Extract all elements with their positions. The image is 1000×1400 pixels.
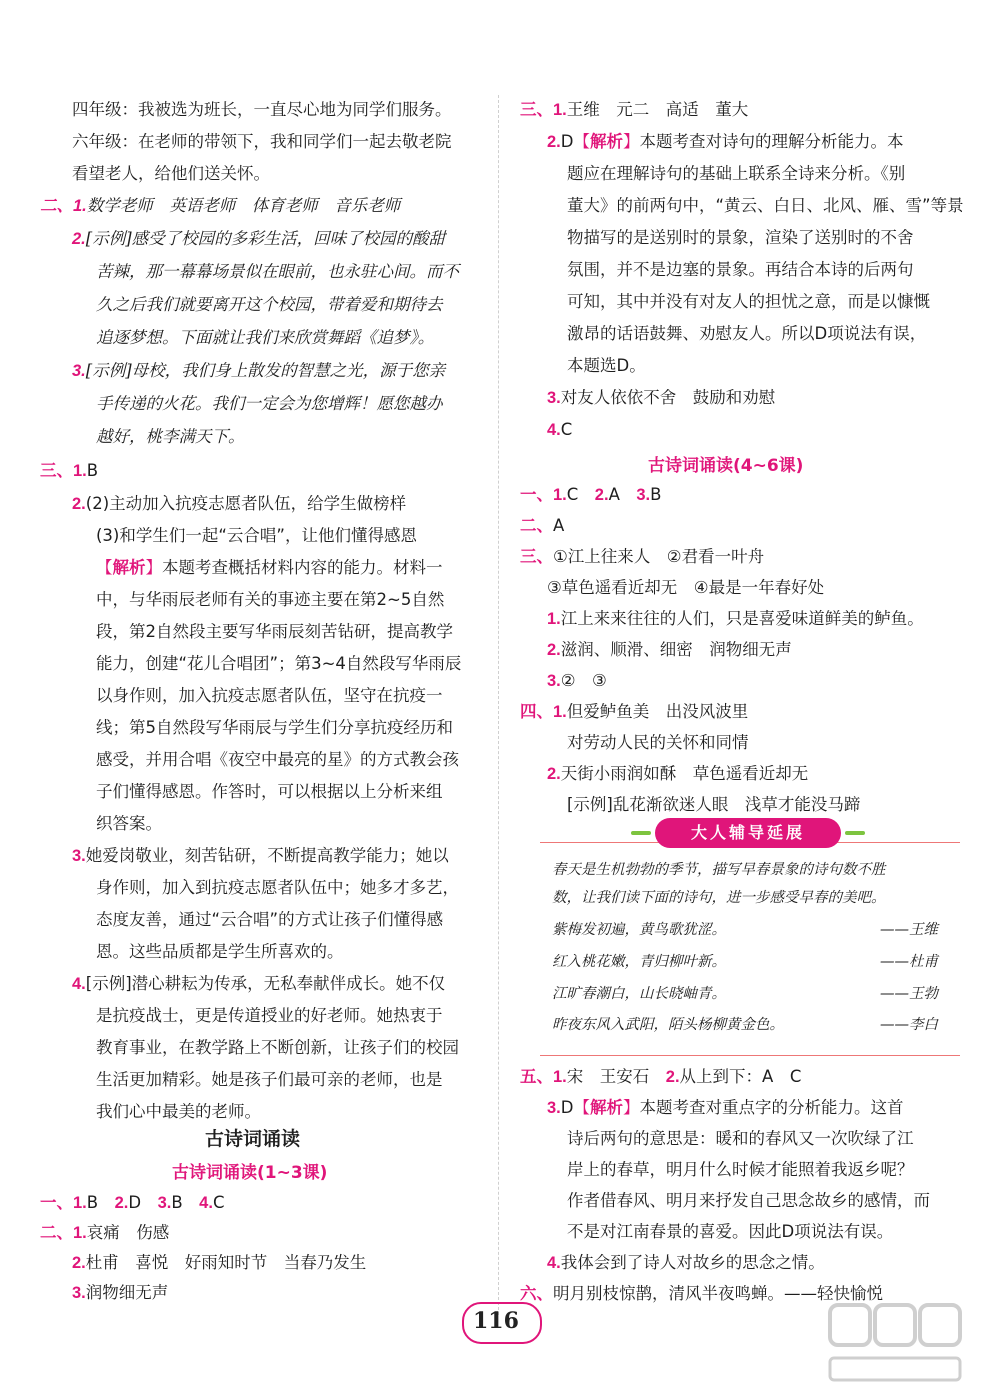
answer-line: 二、A (520, 516, 565, 535)
answer-line: 3.润物细无声 (72, 1283, 169, 1302)
text-line: 苦辣，那一幕幕场景似在眼前，也永驻心间。而不 (96, 262, 459, 281)
answer-line: 三、①江上往来人 ②君看一叶舟 (520, 547, 765, 566)
text-line: 题应在理解诗句的基础上联系全诗来分析。《别 (567, 164, 906, 183)
text-line: 物描写的是送别时的景象，渲染了送别时的不舍 (567, 228, 914, 247)
text-line: 本题选D。 (567, 356, 646, 375)
answer-line: 3.② ③ (547, 671, 607, 690)
column-divider (498, 95, 499, 1315)
answer-line: 2.(2)主动加入抗疫志愿者队伍，给学生做榜样 (72, 494, 407, 513)
answer-line: 3.[示例]母校，我们身上散发的智慧之光，源于您亲 (72, 361, 446, 380)
page-number: 116 (473, 1308, 519, 1334)
text-line: 激昂的话语鼓舞、劝慰友人。所以D项说法有误， (567, 324, 927, 343)
answer-line: 3.她爱岗敬业，刻苦钻研，不断提高教学能力；她以 (72, 846, 449, 865)
text-line: 岸上的春草，明月什么时候才能照着我返乡呢？ (567, 1160, 914, 1179)
answer-line: 2.滋润、顺滑、细密 润物细无声 (547, 640, 792, 659)
text-line: 诗后两句的意思是：暖和的春风又一次吹绿了江 (567, 1129, 914, 1148)
answer-line: 3.对友人依依不舍 鼓励和劝慰 (547, 388, 776, 407)
answer-line: 一、1.C 2.A 3.B (520, 485, 662, 504)
text-line: 恩。这些品质都是学生所喜欢的。 (96, 942, 344, 961)
text-line: ③草色遥看近却无 ④最是一年春好处 (547, 578, 825, 597)
answer-line: 2.杜甫 喜悦 好雨知时节 当春乃发生 (72, 1253, 367, 1272)
poem-author: ——杜甫 (880, 954, 938, 970)
text-line: 线；第5自然段写华雨辰与学生们分享抗疫经历和 (96, 718, 453, 737)
text-line: 越好，桃李满天下。 (96, 427, 245, 446)
text-line: 生活更加精彩。她是孩子们最可亲的老师，也是 (96, 1070, 443, 1089)
text-line: 追逐梦想。下面就让我们来欣赏舞蹈《追梦》。 (96, 328, 435, 347)
text-line: 氛围，并不是边塞的景象。再结合本诗的后两句 (567, 260, 914, 279)
section-subtitle: 古诗词诵读(1~3课) (172, 1163, 328, 1183)
answer-line: 4.[示例]潜心耕耘为传承，无私奉献伴成长。她不仅 (72, 974, 446, 993)
text-line: 教育事业，在教学路上不断创新，让孩子们的校园 (96, 1038, 459, 1057)
answer-line: 五、1.宋 王安石 2.从上到下：A C (520, 1067, 802, 1086)
text-line: 手传递的火花。我们一定会为您增辉！愿您越办 (96, 394, 443, 413)
answer-line: 一、1.B 2.D 3.B 4.C (40, 1193, 225, 1212)
poem-verse: 红入桃花嫩，青归柳叶新。 (552, 954, 726, 970)
answer-line: 4.C (547, 420, 573, 439)
answer-line: 四、1.但爱鲈鱼美 出没风波里 (520, 702, 749, 721)
answer-line: 1.江上来来往往的人们，只是喜爱味道鲜美的鲈鱼。 (547, 609, 924, 628)
text-line: 态度友善，通过“云合唱”的方式让孩子们懂得感 (96, 910, 444, 929)
text-line: 董大》的前两句中，“黄云、白日、北风、雁、雪”等景 (567, 196, 964, 215)
poem-author: ——李白 (880, 1017, 938, 1033)
text-line: 中，与华雨辰老师有关的事迹主要在第2~5自然 (96, 590, 445, 609)
poem-verse: 江旷春潮白，山长晓岫青。 (552, 986, 726, 1002)
extension-intro: 数，让我们读下面的诗句，进一步感受早春的美吧。 (552, 890, 886, 906)
text-line: 身作则，加入到抗疫志愿者队伍中；她多才多艺， (96, 878, 459, 897)
answer-line: 二、1.数学老师 英语老师 体育老师 音乐老师 (40, 196, 401, 215)
text-line: 作者借春风、明月来抒发自己思念故乡的感情，而 (567, 1191, 930, 1210)
text-line: 久之后我们就要离开这个校园，带着爱和期待去 (96, 295, 443, 314)
text-line: 段，第2自然段主要写华雨辰刻苦钻研，提高教学 (96, 622, 453, 641)
text-line: 能力，创建“花儿合唱团”；第3~4自然段写华雨辰 (96, 654, 462, 673)
section-subtitle: 古诗词诵读(4~6课) (648, 456, 804, 476)
text-line: 是抗疫战士，更是传道授业的好老师。她热衷于 (96, 1006, 443, 1025)
text-line: 我们心中最美的老师。 (96, 1102, 261, 1121)
text-line: 织答案。 (96, 814, 162, 833)
extension-badge: 大人辅导延展 (655, 818, 841, 848)
text-line: 可知，其中并没有对友人的担忧之意，而是以慷慨 (567, 292, 930, 311)
analysis-line: 【解析】本题考查概括材料内容的能力。材料一 (96, 558, 443, 577)
answer-line: 3.D【解析】本题考查对重点字的分析能力。这首 (547, 1098, 904, 1117)
answer-line: 六、明月别枝惊鹊，清风半夜鸣蝉。——轻快愉悦 (520, 1284, 883, 1303)
text-line: 对劳动人民的关怀和同情 (567, 733, 749, 752)
answer-line: 2.天街小雨润如酥 草色遥看近却无 (547, 764, 809, 783)
text-line: 四年级：我被选为班长，一直尽心地为同学们服务。 (72, 100, 452, 119)
answer-line: 二、1.哀痛 伤感 (40, 1223, 170, 1242)
text-line: 看望老人，给他们送关怀。 (72, 164, 270, 183)
text-line: [示例]乱花渐欲迷人眼 浅草才能没马蹄 (567, 795, 861, 814)
watermark-logo (820, 1300, 970, 1390)
answer-line: 2.[示例]感受了校园的多彩生活，回味了校园的酸甜 (72, 229, 446, 248)
text-line: 感受，并用合唱《夜空中最亮的星》的方式教会孩 (96, 750, 459, 769)
text-line: 以身作则，加入抗疫志愿者队伍，坚守在抗疫一 (96, 686, 443, 705)
poem-verse: 昨夜东风入武阳，陌头杨柳黄金色。 (552, 1017, 784, 1033)
text-line: (3)和学生们一起“云合唱”，让他们懂得感恩 (96, 526, 417, 545)
section-title: 古诗词诵读 (205, 1128, 301, 1150)
poem-author: ——王勃 (880, 986, 938, 1002)
text-line: 六年级：在老师的带领下，我和同学们一起去敬老院 (72, 132, 452, 151)
answer-line: 2.D【解析】本题考查对诗句的理解分析能力。本 (547, 132, 904, 151)
text-line: 子们懂得感恩。作答时，可以根据以上分析来组 (96, 782, 443, 801)
poem-author: ——王维 (880, 922, 938, 938)
answer-line: 4.我体会到了诗人对故乡的思念之情。 (547, 1253, 825, 1272)
answer-line: 三、1.B (40, 461, 99, 480)
text-line: 不是对江南春景的喜爱。因此D项说法有误。 (567, 1222, 894, 1241)
extension-intro: 春天是生机勃勃的季节，描写早春景象的诗句数不胜 (552, 862, 886, 878)
poem-verse: 紫梅发初遍，黄鸟歌犹涩。 (552, 922, 726, 938)
answer-line: 三、1.王维 元二 高适 董大 (520, 100, 749, 119)
